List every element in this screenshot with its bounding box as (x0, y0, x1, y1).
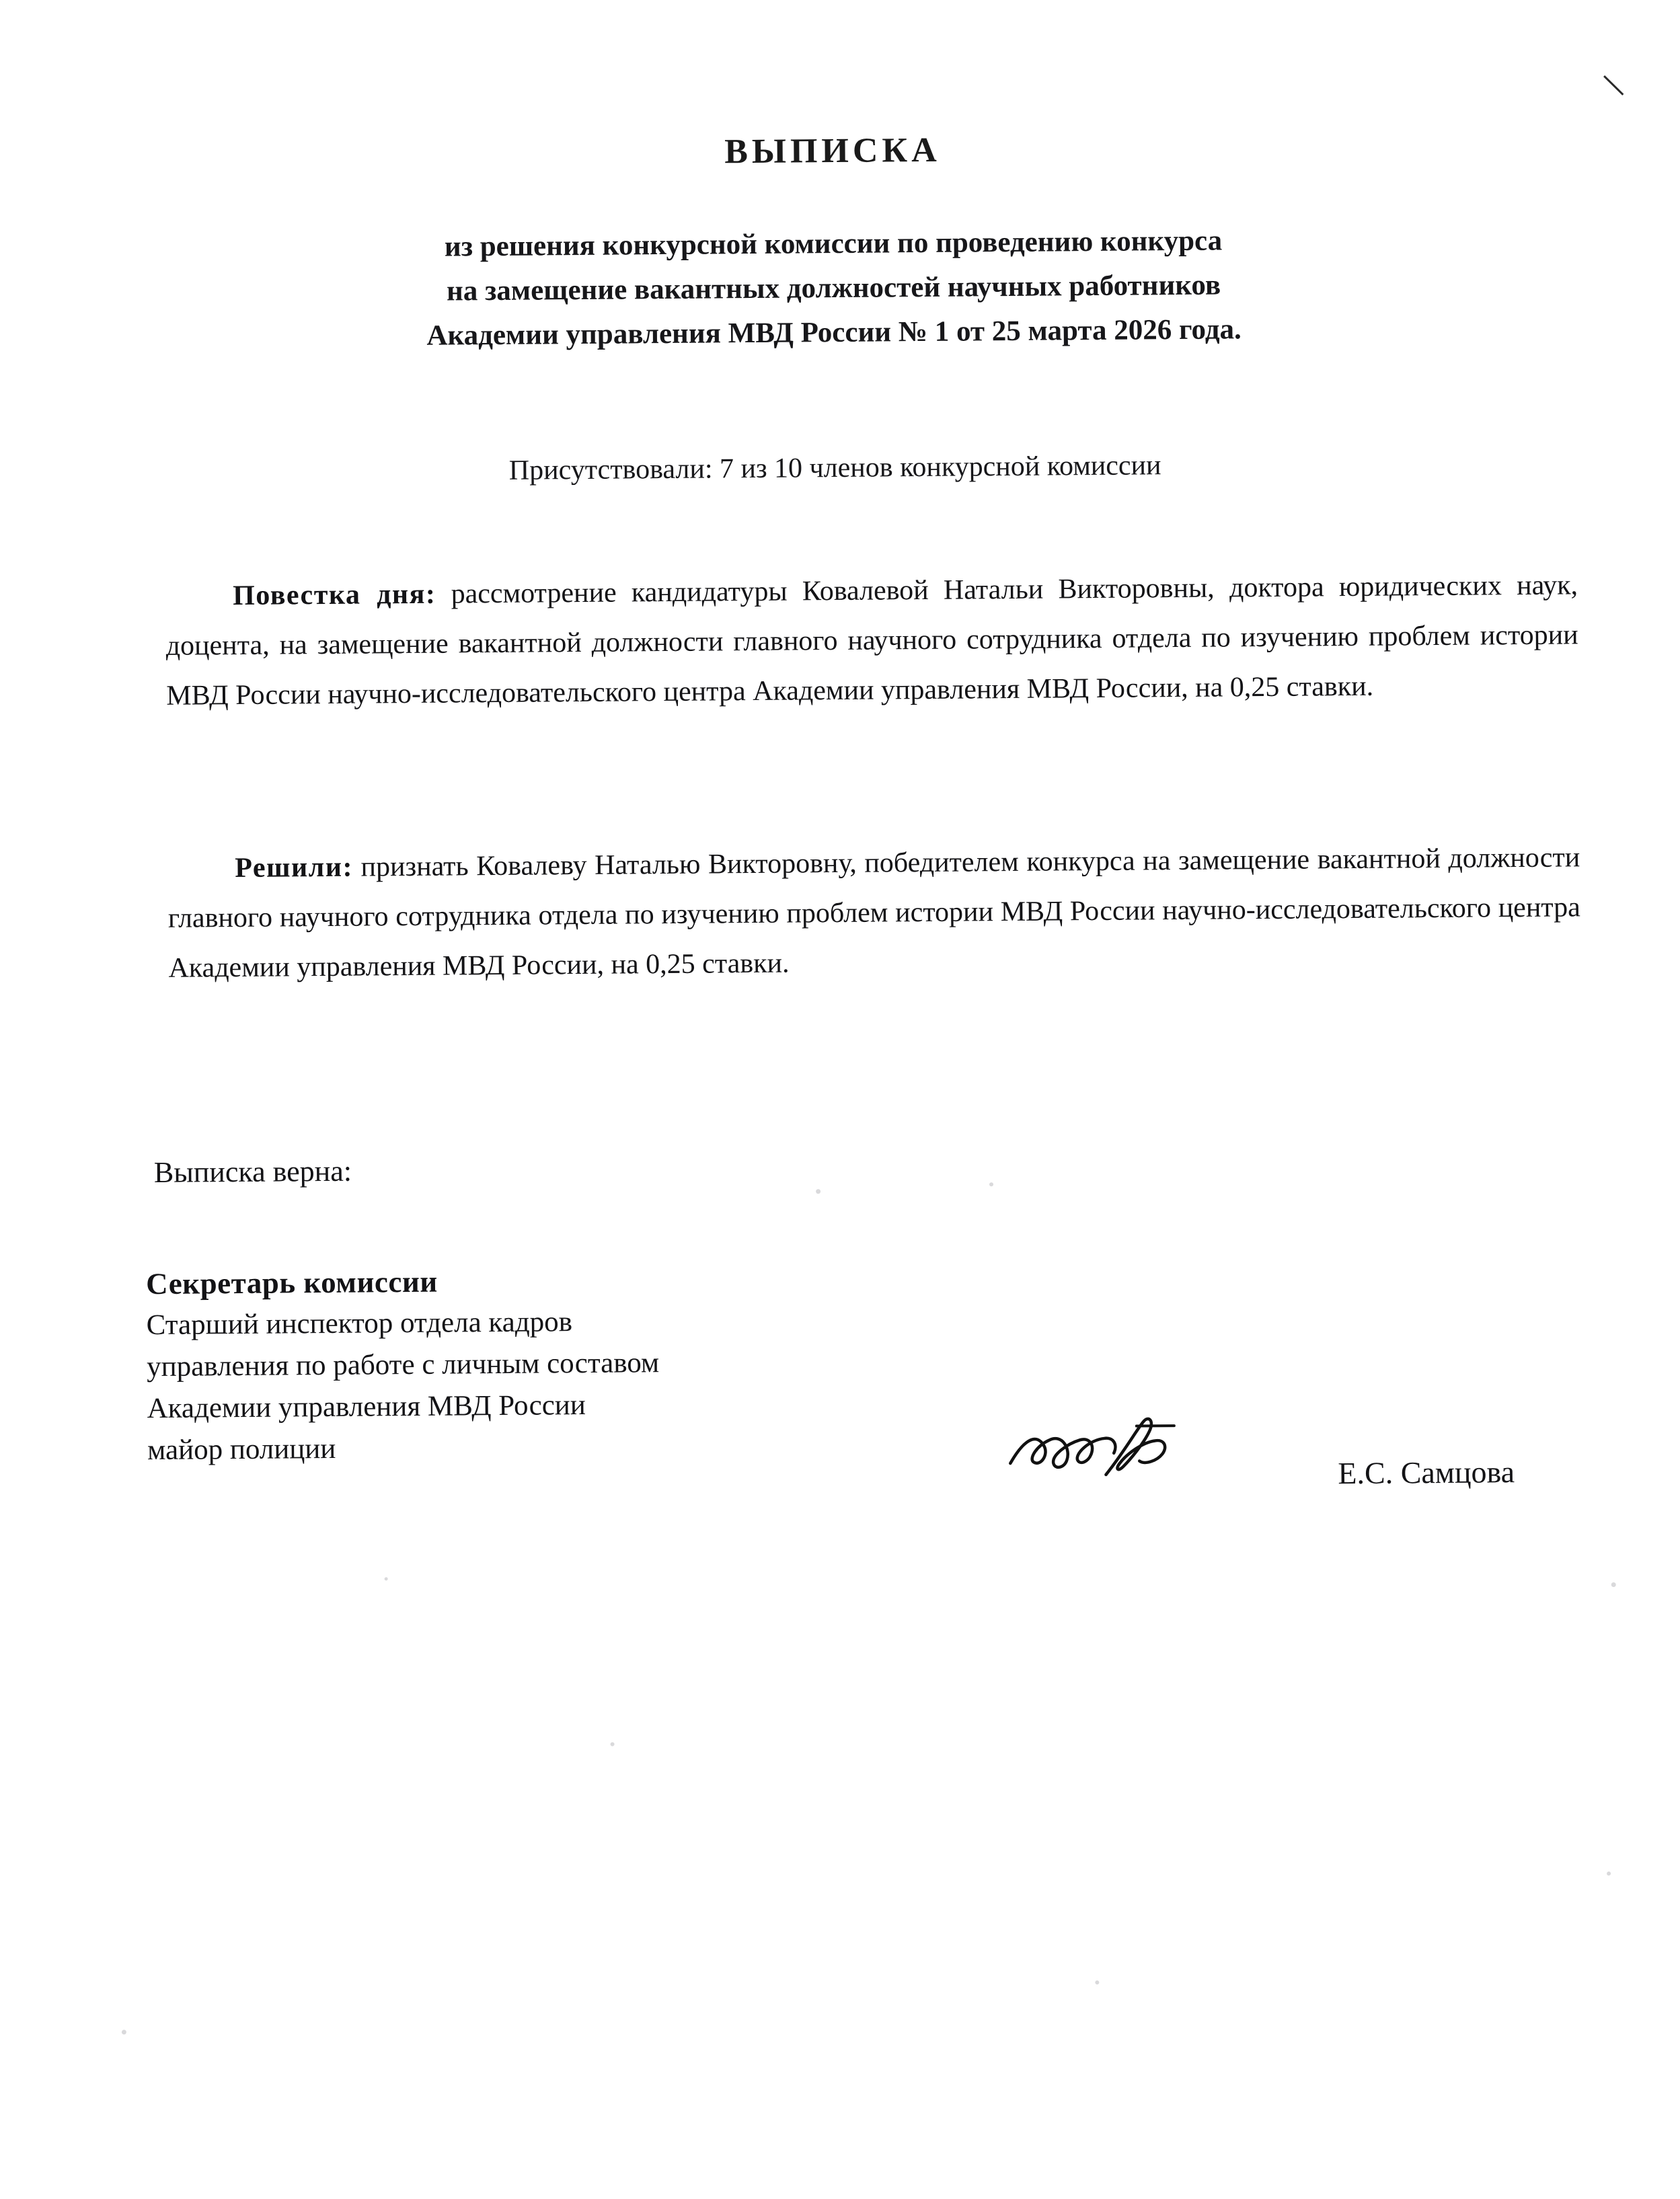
signatory-position-line-2: управления по работе с личным составом (146, 1347, 660, 1383)
scan-speck (385, 1577, 388, 1580)
attendance-line: Присутствовали: 7 из 10 членов конкурсной комиссии (508, 450, 1161, 486)
scan-speck (816, 1189, 820, 1194)
scan-speck (1611, 1582, 1616, 1587)
page-title: ВЫПИСКА (724, 130, 941, 171)
agenda-paragraph (165, 560, 1579, 720)
signatory-name: Е.С. Самцова (1338, 1455, 1515, 1491)
signatory-role: Секретарь комиссии (145, 1264, 438, 1301)
decision-paragraph (167, 833, 1581, 993)
signatory-position-line-4: майор полиции (147, 1432, 336, 1467)
scan-speck (1607, 1872, 1611, 1876)
signatory-position-line-1: Старший инспектор отдела кадров (146, 1306, 573, 1342)
decision-text: признать Ковалеву Наталью Викторовну, победителем конкурса на замещение вакантной должности главного научного сотрудника отдела по изучению проблем истории МВД России научно-исследовательского центра Академии управления МВД России, на 0,25 ставки. (167, 842, 1581, 984)
agenda-text: рассмотрение кандидатуры Ковалевой Натальи Викторовны, доктора юридических наук, доцента, на замещение вакантной должности главного научного сотрудника отдела по изучению проблем истории МВД России научно-исследовательского центра Академии управления МВД России, на 0,25 ставки. (165, 570, 1578, 711)
agenda-label: Повестка дня: (232, 578, 436, 612)
scan-speck (989, 1182, 993, 1186)
signatory-position-line-3: Академии управления МВД России (147, 1389, 586, 1425)
scan-speck (122, 2030, 126, 2034)
subtitle-line-3: Академии управления МВД России № 1 от 25 марта 2026 года. (426, 313, 1242, 352)
scan-corner-mark-icon (1603, 75, 1626, 98)
document-subtitle (0, 215, 1674, 362)
decision-label: Решили: (235, 851, 354, 884)
scan-speck (1095, 1980, 1099, 1984)
signatory-block (146, 1259, 660, 1471)
copy-certification-line: Выписка верна: (153, 1154, 352, 1190)
scan-speck (611, 1742, 615, 1746)
subtitle-line-2: на замещение вакантных должностей научных работников (446, 269, 1221, 307)
handwritten-signature-icon (1005, 1410, 1200, 1492)
subtitle-line-1: из решения конкурсной комиссии по проведению конкурса (444, 225, 1223, 263)
